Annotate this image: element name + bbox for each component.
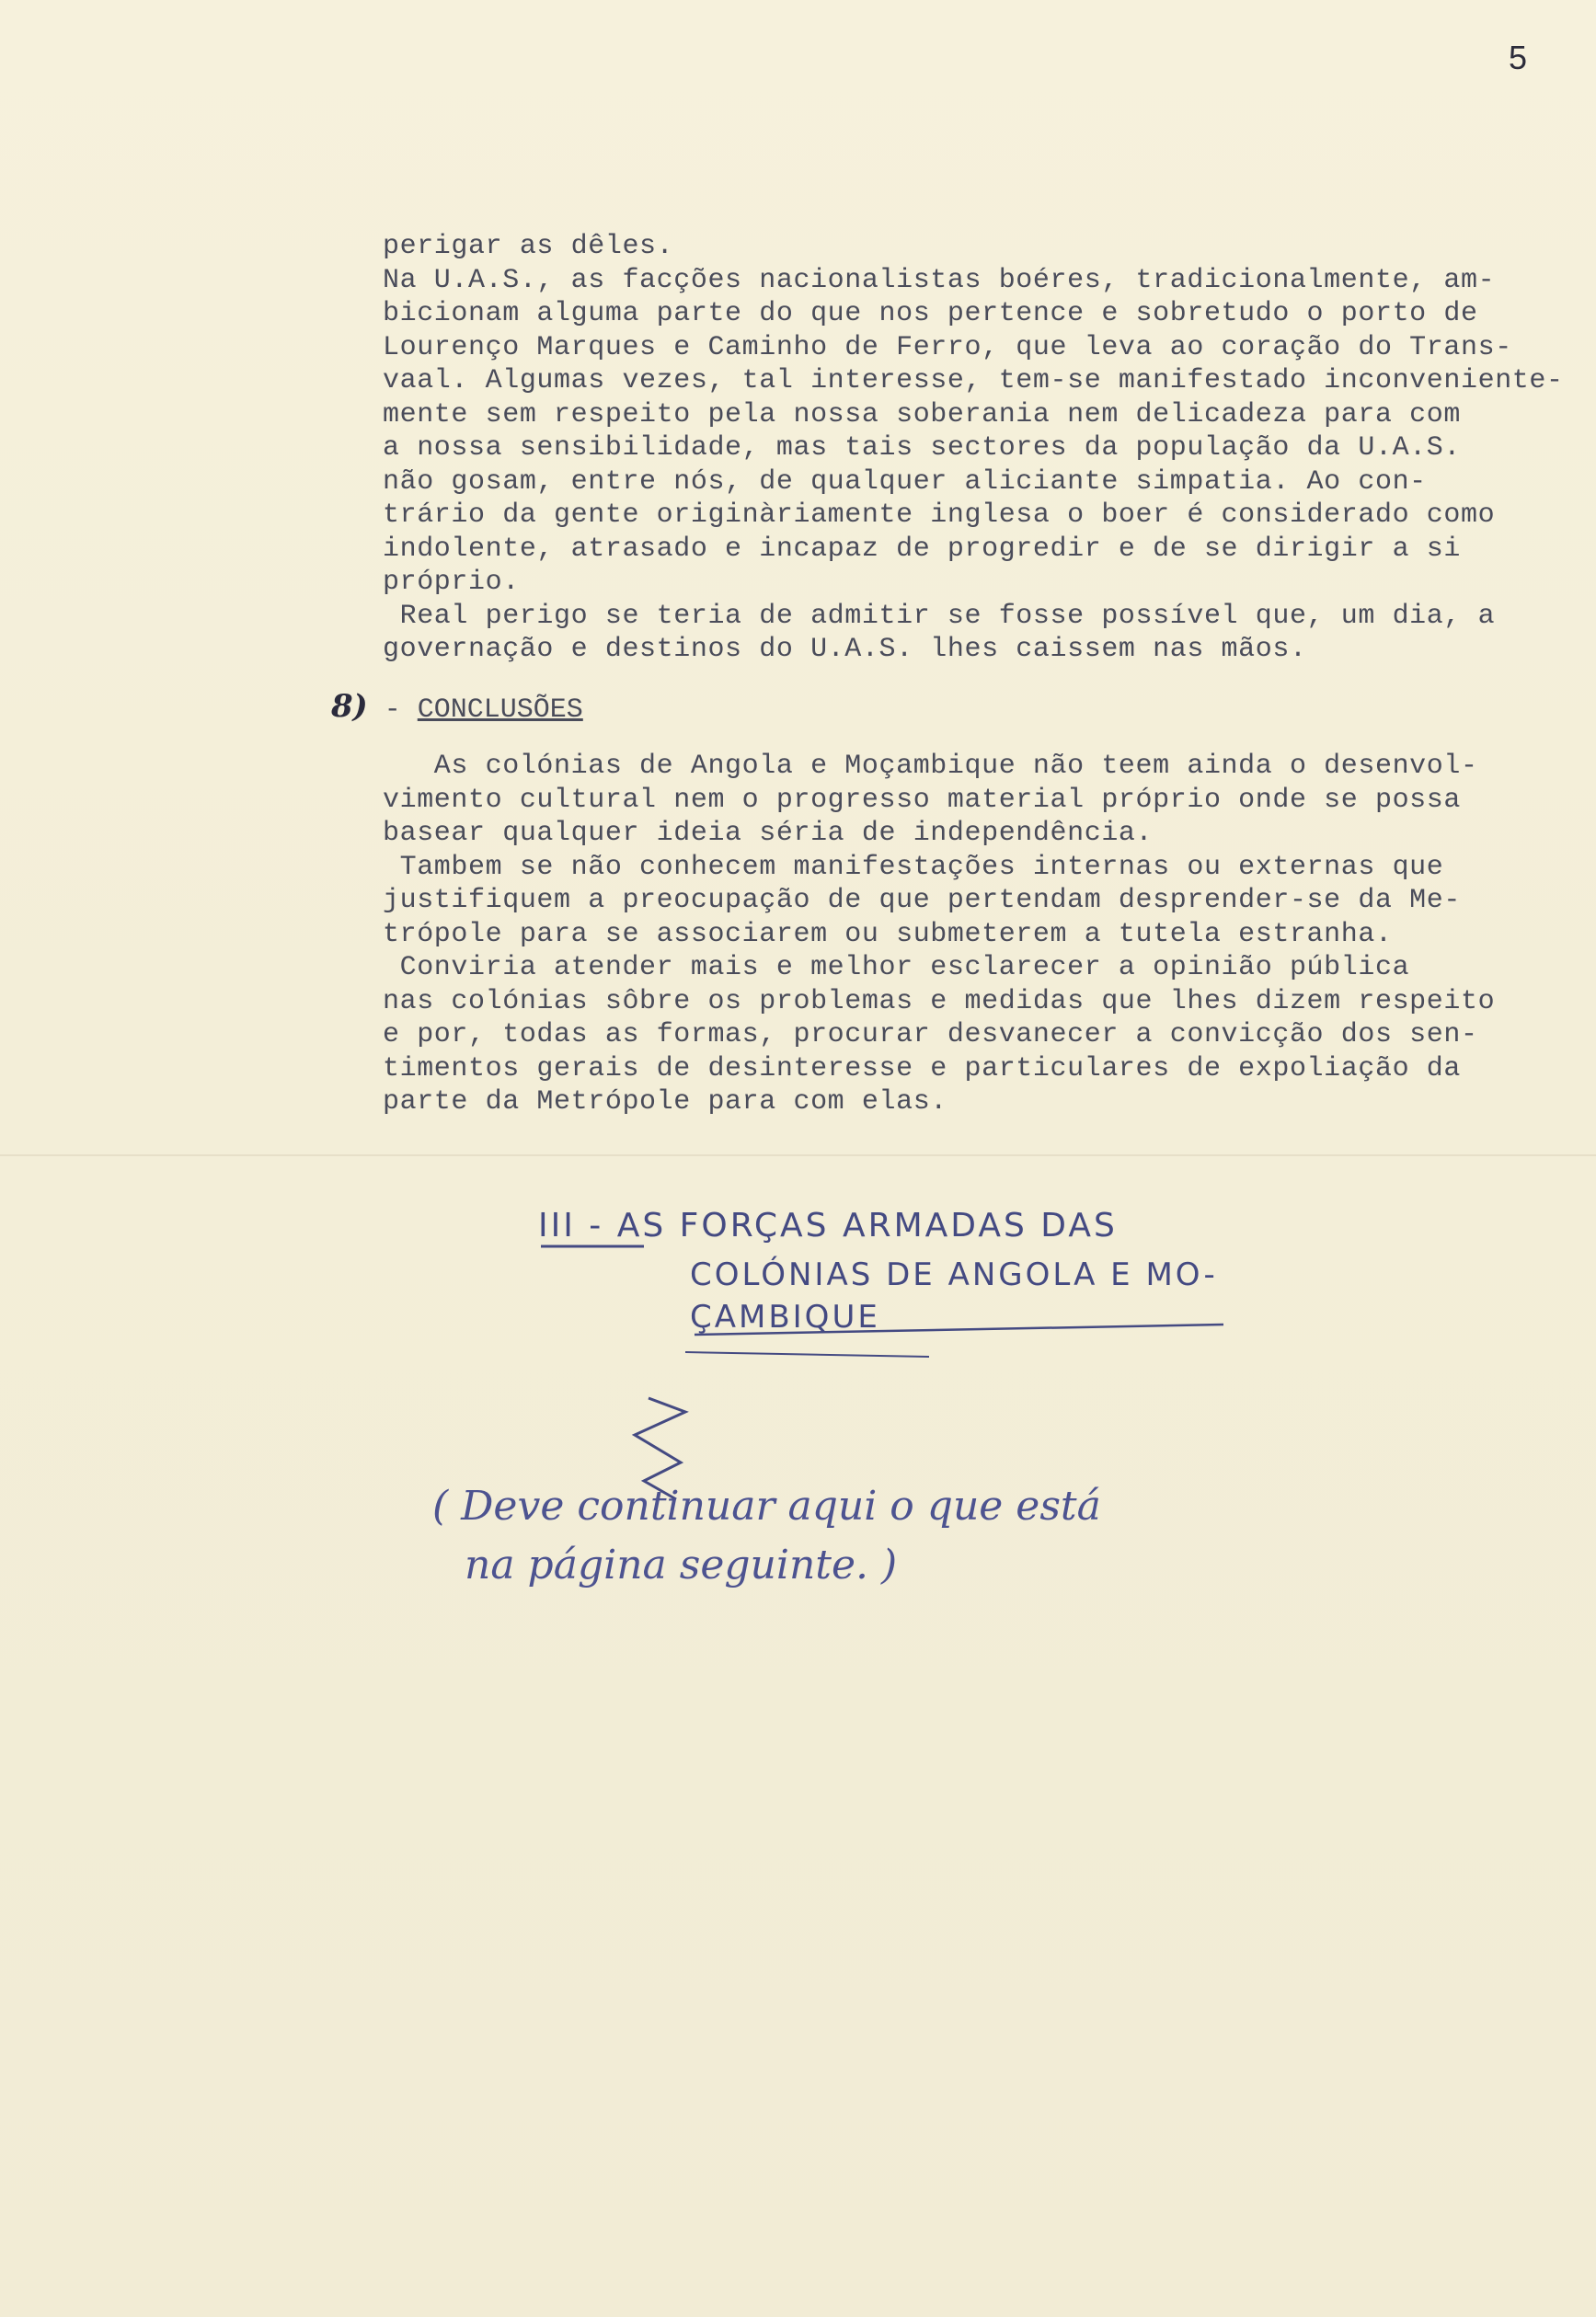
typed-line: As colónias de Angola e Moçambique não teem ainda o desenvol- bbox=[383, 751, 1478, 782]
handwritten-heading-line-3: ÇAMBIQUE bbox=[690, 1299, 880, 1336]
handwritten-heading-line-1: III - AS FORÇAS ARMADAS DAS bbox=[538, 1207, 1118, 1245]
typed-line: basear qualquer ideia séria de independência. bbox=[383, 818, 1154, 849]
typed-line: próprio. bbox=[383, 567, 520, 598]
typed-line: e por, todas as formas, procurar desvanecer a convicção dos sen- bbox=[383, 1019, 1478, 1050]
typed-line: bicionam alguma parte do que nos pertence e sobretudo o porto de bbox=[383, 298, 1478, 329]
typed-line: timentos gerais de desinteresse e particulares de expoliação da bbox=[383, 1052, 1461, 1084]
heading-underline bbox=[695, 1325, 1223, 1335]
typed-line: não gosam, entre nós, de qualquer aliciante simpatia. Ao con- bbox=[383, 465, 1427, 498]
typed-line: parte da Metrópole para com elas. bbox=[383, 1086, 947, 1118]
typed-line: Lourenço Marques e Caminho de Ferro, que leva ao coração do Trans- bbox=[383, 331, 1512, 363]
typed-line: governação e destinos do U.A.S. lhes caissem nas mãos. bbox=[383, 634, 1307, 665]
typed-line: trário da gente originàriamente inglesa o boer é considerado como bbox=[383, 499, 1496, 531]
typed-line: vaal. Algumas vezes, tal interesse, tem-se manifestado inconveniente- bbox=[383, 365, 1564, 396]
handwritten-heading-line-2: COLÓNIAS DE ANGOLA E MO- bbox=[690, 1256, 1218, 1293]
section-marker: 8) bbox=[331, 688, 368, 725]
typed-line: perigar as dêles. bbox=[383, 231, 674, 262]
typed-line: Conviria atender mais e melhor esclarecer a opinião pública bbox=[383, 952, 1410, 983]
section-title: CONCLUSÕES bbox=[417, 694, 583, 726]
heading-underline-short bbox=[685, 1352, 929, 1357]
typed-line: mente sem respeito pela nossa soberania nem delicadeza para com bbox=[383, 398, 1461, 430]
typed-line: Tambem se não conhecem manifestações internas ou externas que bbox=[383, 851, 1444, 883]
typed-line: trópole para se associarem ou submeterem a tutela estranha. bbox=[383, 918, 1393, 950]
typed-line: indolente, atrasado e incapaz de progredir e de se dirigir a si bbox=[383, 533, 1461, 565]
handwritten-note-line-2: na página seguinte. ) bbox=[465, 1542, 898, 1589]
typed-line: vimento cultural nem o progresso material próprio onde se possa bbox=[383, 784, 1461, 816]
typed-line: nas colónias sôbre os problemas e medidas que lhes dizem respeito bbox=[383, 985, 1496, 1017]
section-dash: - bbox=[367, 694, 418, 726]
typed-line: a nossa sensibilidade, mas tais sectores da população da U.A.S. bbox=[383, 432, 1461, 464]
handwritten-note-line-1: ( Deve continuar aqui o que está bbox=[432, 1483, 1101, 1530]
typed-line: justifiquem a preocupação de que pertendam desprender-se da Me- bbox=[383, 885, 1461, 916]
typed-line: Real perigo se teria de admitir se fosse possível que, um dia, a bbox=[383, 600, 1496, 632]
page-number: 5 bbox=[1509, 39, 1528, 76]
typed-line: Na U.A.S., as facções nacionalistas boéres, tradicionalmente, am- bbox=[383, 264, 1496, 296]
